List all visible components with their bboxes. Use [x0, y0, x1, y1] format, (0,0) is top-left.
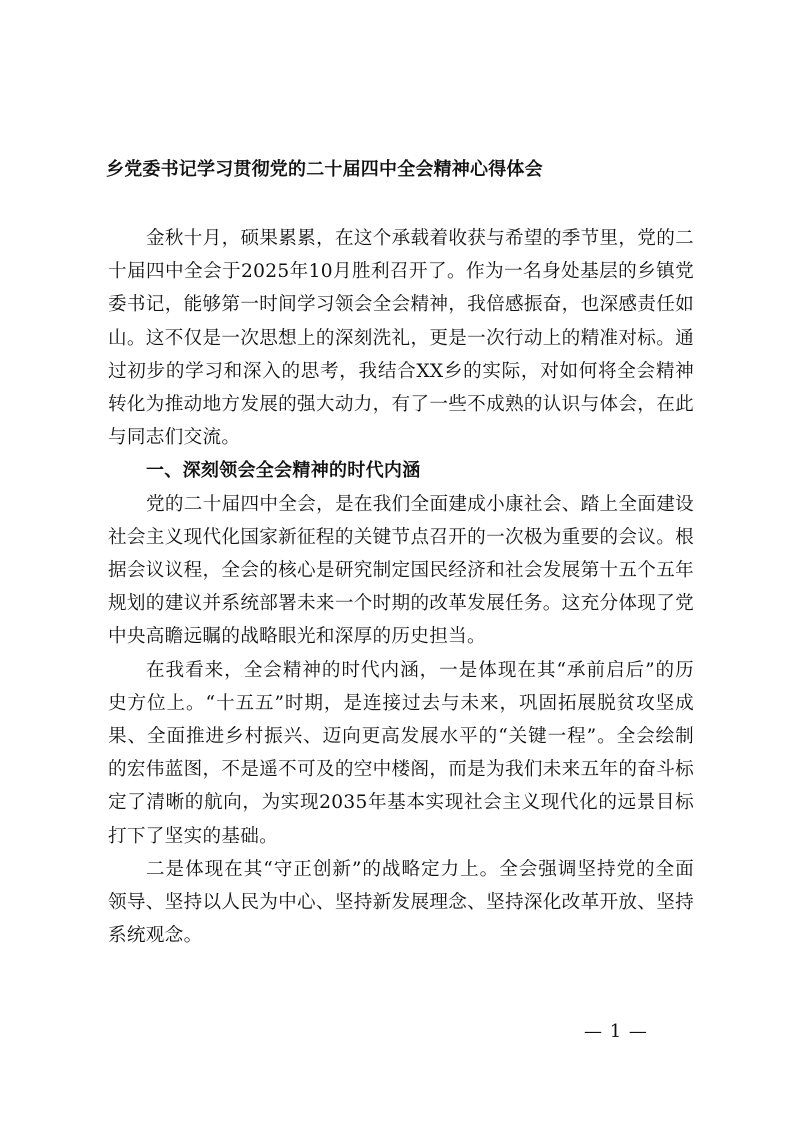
document-title: 乡党委书记学习贯彻党的二十届四中全会精神心得体会 — [106, 159, 543, 180]
body-paragraph: 二是体现在其“守正创新”的战略定力上。全会强调坚持党的全面领导、坚持以人民为中心、坚持新发展理念、坚持深化改革开放、坚持系统观念。 — [108, 858, 694, 947]
page-number: — 1 — — [584, 1021, 648, 1042]
body-paragraph: 党的二十届四中全会，是在我们全面建成小康社会、踏上全面建设社会主义现代化国家新征程的关键节点召开的一次极为重要的会议。根据会议议程，全会的核心是研究制定国民经济和社会发展第十五个五年规划的建议并系统部署未来一个时期的改革发展任务。这充分体现了党中央高瞻远瞩的战略眼光和深厚的历史担当。 — [108, 493, 694, 648]
section-heading-1: 一、深刻领会全会精神的时代内涵 — [146, 460, 421, 482]
intro-paragraph: 金秋十月，硕果累累，在这个承载着收获与希望的季节里，党的二十届四中全会于2025年10月胜利召开了。作为一名身处基层的乡镇党委书记，能够第一时间学习领会全会精神，我倍感振奋，也深感责任如山。这不仅是一次思想上的深刻洗礼，更是一次行动上的精准对标。通过初步的学习和深入的思考，我结合XX乡的实际，对如何将全会精神转化为推动地方发展的强大动力，有了一些不成熟的认识与体会，在此与同志们交流。 — [108, 228, 694, 449]
body-paragraph: 在我看来，全会精神的时代内涵，一是体现在其“承前启后”的历史方位上。“十五五”时期，是连接过去与未来，巩固拓展脱贫攻坚成果、全面推进乡村振兴、迈向更高发展水平的“关键一程”。全会绘制的宏伟蓝图，不是遥不可及的空中楼阁，而是为我们未来五年的奋斗标定了清晰的航向，为实现2035年基本实现社会主义现代化的远景目标打下了坚实的基础。 — [108, 659, 694, 847]
document-body — [108, 222, 694, 952]
